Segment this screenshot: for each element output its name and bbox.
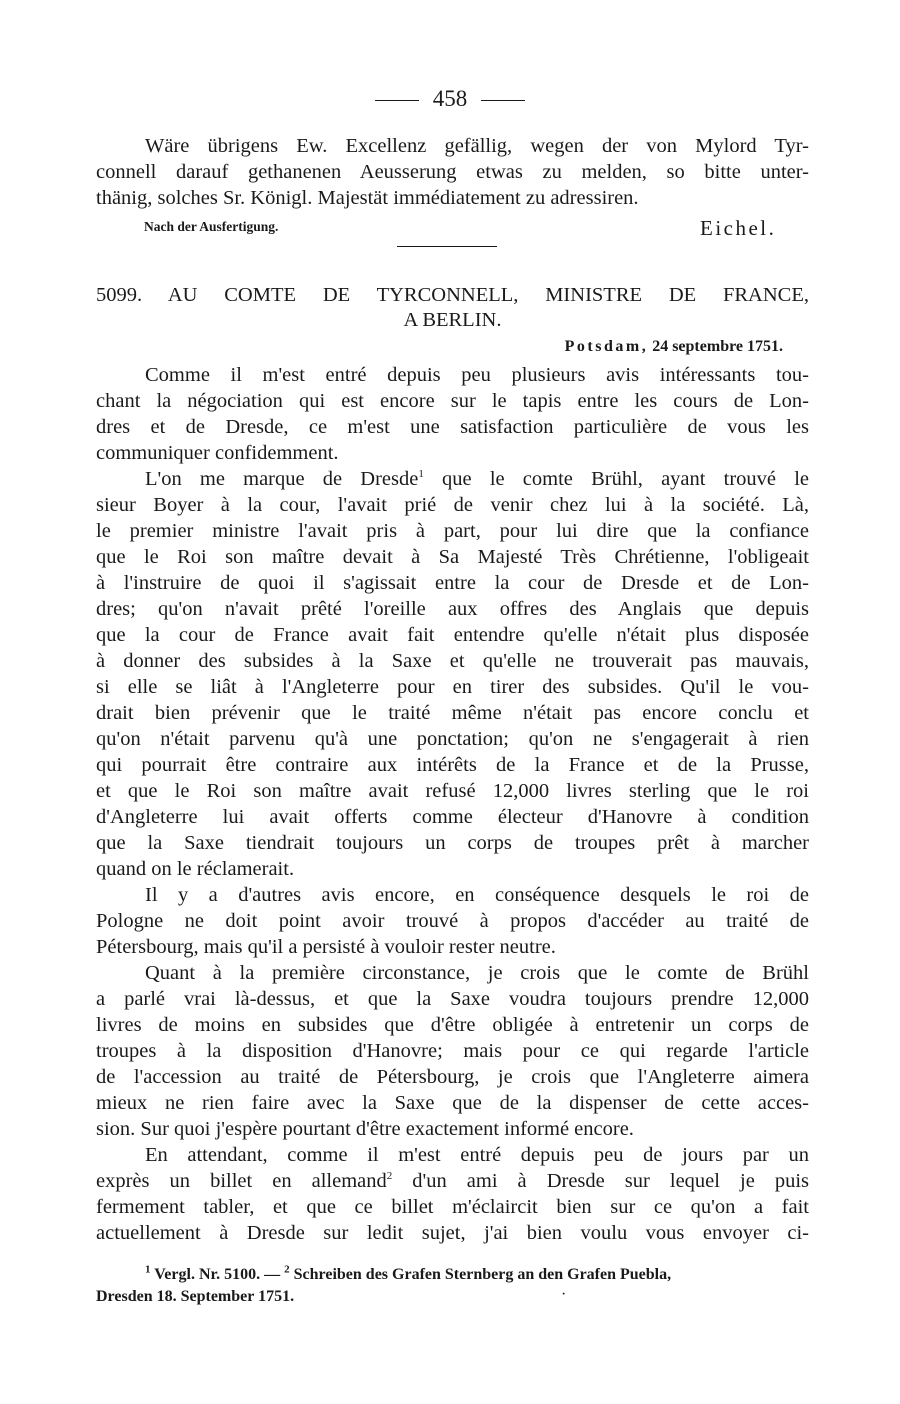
body-line: que la Saxe tiendrait toujours un corps de troupes prêt à marcher xyxy=(96,832,809,854)
body-line: et que le Roi son maître avait refusé 12,000 livres sterling que le roi xyxy=(96,780,809,802)
body-line: d'Angleterre lui avait offerts comme électeur d'Hanovre à condition xyxy=(96,806,809,828)
intro-line: thänig, solches Sr. Königl. Majestät immédiatement zu adressiren. xyxy=(96,187,639,209)
body-line: chant la négociation qui est encore sur le tapis entre les cours de Lon- xyxy=(96,390,809,412)
body-line: que le Roi son maître devait à Sa Majesté Très Chrétienne, l'obligeait xyxy=(96,546,809,568)
page-number: 458 xyxy=(0,86,900,112)
body-line: Pologne ne doit point avoir trouvé à propos d'accéder au traité de xyxy=(96,910,809,932)
print-speck: · xyxy=(561,1286,567,1303)
body-line: Comme il m'est entré depuis peu plusieurs avis intéressants tou- xyxy=(145,364,809,386)
body-line: le premier ministre l'avait pris à part, pour lui dire que la confiance xyxy=(96,520,809,542)
body-line: sion. Sur quoi j'espère pourtant d'être exactement informé encore. xyxy=(96,1118,634,1140)
body-line: livres de moins en subsides que d'être obligée à entretenir un corps de xyxy=(96,1014,809,1036)
body-line: dres; qu'on n'avait prêté l'oreille aux offres des Anglais que depuis xyxy=(96,598,809,620)
body-line: a parlé vrai là-dessus, et que la Saxe voudra toujours prendre 12,000 xyxy=(96,988,809,1010)
body-line: quand on le réclamerait. xyxy=(96,858,295,880)
body-line: Il y a d'autres avis encore, en conséquence desquels le roi de xyxy=(145,884,809,906)
intro-line: Wäre übrigens Ew. Excellenz gefällig, wegen der von Mylord Tyr- xyxy=(145,135,809,157)
body-line: de l'accession au traité de Pétersbourg, je crois que l'Angleterre aimera xyxy=(96,1066,809,1088)
dateline-date: 24 septembre 1751. xyxy=(652,338,783,355)
body-line: communiquer confidemment. xyxy=(96,442,339,464)
signature: Eichel. xyxy=(700,216,777,240)
source-note: Nach der Ausfertigung. xyxy=(144,219,279,234)
body-line: En attendant, comme il m'est entré depuis peu de jours par un xyxy=(145,1144,809,1166)
body-line: actuellement à Dresde sur ledit sujet, j'ai bien voulu vous envoyer ci- xyxy=(96,1222,809,1244)
body-line: drait bien prévenir que le traité même n'était pas encore conclu et xyxy=(96,702,809,724)
footnote-marker: 1 xyxy=(418,468,424,481)
body-line: que la cour de France avait fait entendre qu'elle n'était plus disposée xyxy=(96,624,809,646)
body-line: exprès un billet en allemand$^2$ d'un ami à Dresde sur lequel je puis xyxy=(96,1170,809,1192)
section-divider xyxy=(397,246,497,247)
body-line: à donner des subsides à la Saxe et qu'elle ne trouverait pas mauvais, xyxy=(96,650,809,672)
body-line: Quant à la première circonstance, je crois que le comte de Brühl xyxy=(145,962,809,984)
body-line: qu'on n'était parvenu qu'à une ponctation; qu'on ne s'engagerait à rien xyxy=(96,728,809,750)
letter-heading: 5099. AU COMTE DE TYRCONNELL, MINISTRE DE FRANCE, xyxy=(96,284,809,306)
footnote-continuation: Dresden 18. September 1751. xyxy=(96,1288,295,1305)
body-line: à l'instruire de quoi il s'agissait entre la cour de Dresde et de Lon- xyxy=(96,572,809,594)
body-line: Pétersbourg, mais qu'il a persisté à vouloir rester neutre. xyxy=(96,936,556,958)
body-line: L'on me marque de Dresde$^1$ que le comte Brühl, ayant trouvé le xyxy=(145,468,809,490)
page-number-dash-left xyxy=(375,100,419,101)
dateline-place: Potsdam, xyxy=(564,338,649,355)
footnote: $^1$ Vergl. Nr. 5100. — $^2$ Schreiben des Grafen Sternberg an den Grafen Puebla, xyxy=(145,1263,672,1283)
intro-line: connell darauf gethanenen Aeusserung etwas zu melden, so bitte unter- xyxy=(96,161,809,183)
letter-heading-line2: A BERLIN. xyxy=(403,309,502,331)
dateline xyxy=(565,338,783,356)
footnote-marker: 2 xyxy=(386,1170,393,1183)
body-line: si elle se liât à l'Angleterre pour en tirer des subsides. Qu'il le vou- xyxy=(96,676,809,698)
body-line: mieux ne rien faire avec la Saxe que de la dispenser de cette acces- xyxy=(96,1092,809,1114)
body-line: fermement tabler, et que ce billet m'éclaircit bien sur ce qu'on a fait xyxy=(96,1196,809,1218)
body-line: dres et de Dresde, ce m'est une satisfaction particulière de vous les xyxy=(96,416,809,438)
body-line: qui pourrait être contraire aux intérêts de la France et de la Prusse, xyxy=(96,754,809,776)
body-line: sieur Boyer à la cour, l'avait prié de venir chez lui à la société. Là, xyxy=(96,494,809,516)
body-line: troupes à la disposition d'Hanovre; mais pour ce qui regarde l'article xyxy=(96,1040,809,1062)
page-number-dash-right xyxy=(481,100,525,101)
